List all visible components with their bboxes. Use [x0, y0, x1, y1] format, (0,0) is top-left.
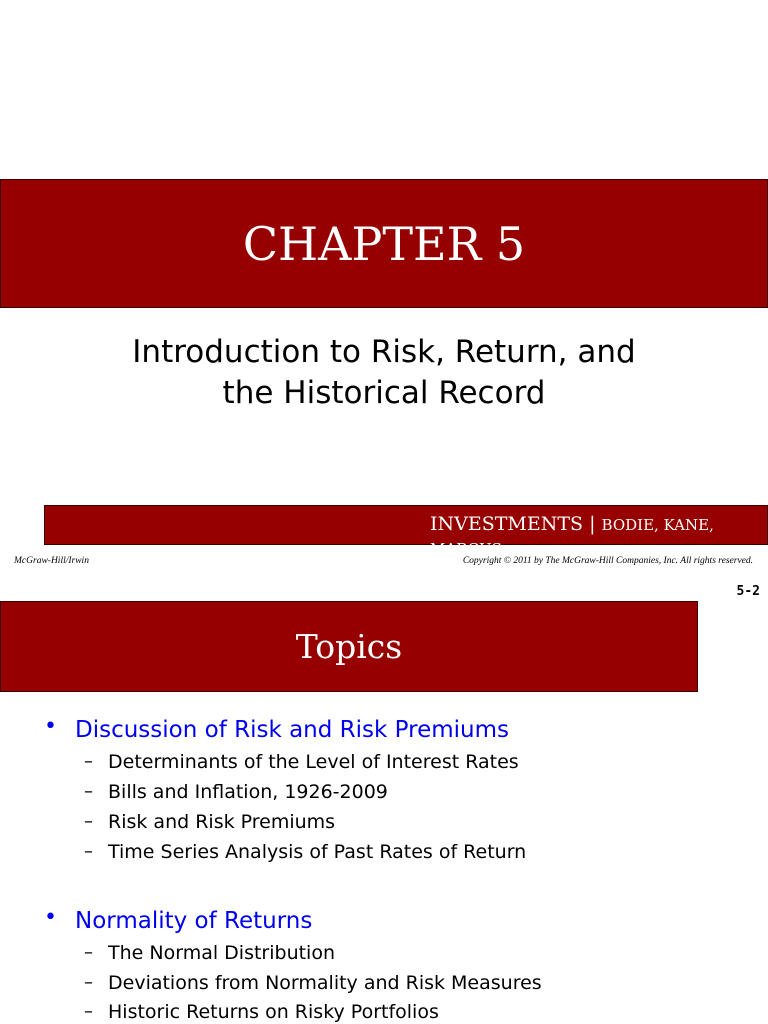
bullet-icon: • [44, 905, 57, 930]
list-item: The Normal Distribution [108, 942, 336, 964]
publisher-label: McGraw-Hill/Irwin [14, 556, 89, 566]
chapter-title: CHAPTER 5 [242, 216, 526, 271]
dash-icon: – [84, 972, 93, 993]
topics-title-banner [0, 601, 698, 692]
list-item: Bills and Inflation, 1926-2009 [108, 781, 388, 803]
dash-icon: – [84, 841, 93, 862]
chapter-title-banner [0, 179, 768, 308]
subtitle-line-1: Introduction to Risk, Return, and [132, 334, 636, 370]
section-heading: Discussion of Risk and Risk Premiums [75, 717, 509, 743]
page-number: 5-2 [736, 584, 760, 599]
dash-icon: – [84, 781, 93, 802]
list-item: Risk and Risk Premiums [108, 811, 336, 833]
investments-footer-text [430, 512, 760, 561]
list-item: Historic Returns on Risky Portfolios [108, 1001, 439, 1023]
bullet-icon: • [44, 714, 57, 739]
list-item: Determinants of the Level of Interest Rates [108, 751, 519, 773]
dash-icon: – [84, 751, 93, 772]
dash-icon: – [84, 1001, 93, 1022]
section-heading: Normality of Returns [75, 908, 313, 934]
authors: BODIE, KANE, MARCUS [430, 516, 714, 558]
list-item: Deviations from Normality and Risk Measures [108, 972, 542, 994]
list-item: Time Series Analysis of Past Rates of Return [108, 841, 527, 863]
copyright-notice: Copyright © 2011 by The McGraw-Hill Companies, Inc. All rights reserved. [462, 556, 753, 566]
topics-title: Topics [295, 627, 403, 666]
dash-icon: – [84, 811, 93, 832]
subtitle-line-2: the Historical Record [222, 375, 546, 411]
dash-icon: – [84, 942, 93, 963]
investments-footer-bar [44, 505, 768, 558]
book-title: INVESTMENTS | [430, 513, 602, 535]
